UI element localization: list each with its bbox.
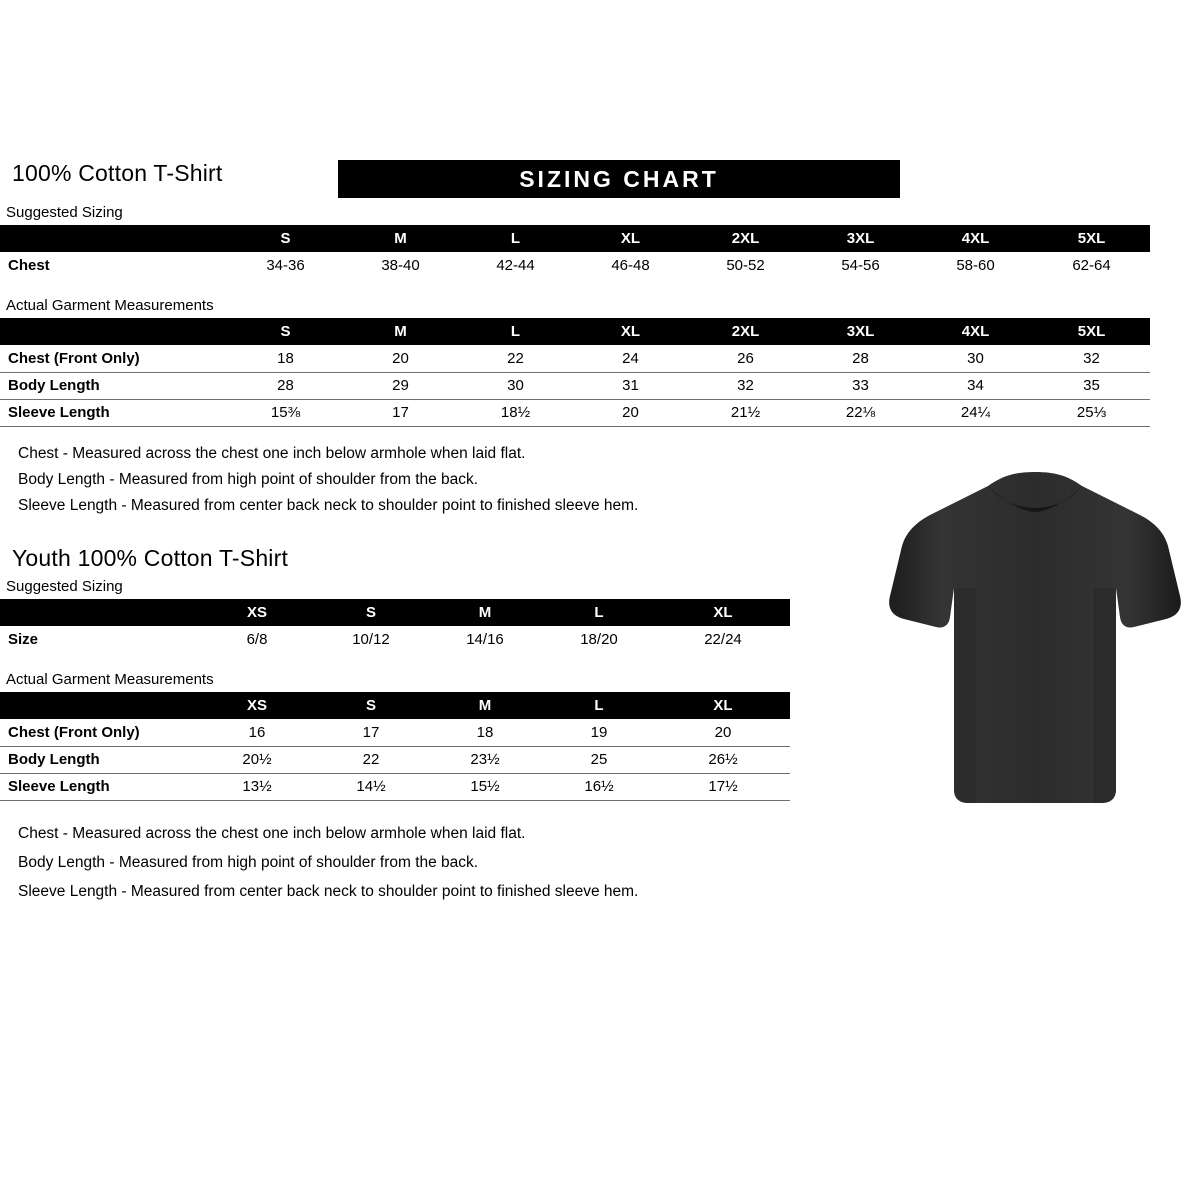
- header-cell-size: 4XL: [961, 230, 990, 247]
- header-cell-size: S: [365, 697, 376, 714]
- header-cell-size: XL: [713, 604, 733, 621]
- table-cell: 28: [228, 372, 343, 399]
- sizing-chart-banner-label: SIZING CHART: [519, 165, 719, 192]
- header-cell-blank: [0, 692, 200, 719]
- row-label: Chest: [8, 257, 50, 274]
- table-cell: 62-64: [1072, 257, 1111, 274]
- table-header-row: [0, 599, 790, 626]
- row-label: Body Length: [0, 746, 200, 773]
- header-cell-size: XS: [246, 604, 267, 621]
- note-body-length: Body Length - Measured from high point of shoulder from the back.: [18, 470, 479, 488]
- header-cell-blank: [0, 599, 200, 626]
- table-cell: 54-56: [841, 257, 880, 274]
- table-cell: 30: [918, 345, 1033, 372]
- table-cell: 25⅓: [1033, 399, 1150, 426]
- table-cell: 50-52: [726, 257, 765, 274]
- header-cell-size: 5XL: [1077, 323, 1106, 340]
- table-cell: 30: [458, 372, 573, 399]
- header-cell-size: L: [510, 230, 521, 247]
- table-cell: 15½: [428, 773, 542, 800]
- row-label: Sleeve Length: [0, 399, 228, 426]
- header-cell-size: M: [478, 604, 492, 621]
- header-cell-size: 2XL: [731, 323, 760, 340]
- youth-actual-measurements-table: [0, 692, 790, 801]
- table-cell: 20: [343, 345, 458, 372]
- table-cell: 28: [803, 345, 918, 372]
- table-cell: 58-60: [956, 257, 995, 274]
- table-cell: 19: [542, 719, 656, 746]
- table-cell: 24: [573, 345, 688, 372]
- table-cell: 42-44: [496, 257, 535, 274]
- header-cell-size: S: [280, 323, 291, 340]
- table-cell: 33: [803, 372, 918, 399]
- youth-suggested-sizing-table: [0, 599, 790, 653]
- table-cell: 32: [1033, 345, 1150, 372]
- table-cell: 14/16: [466, 631, 504, 648]
- table-cell: 22/24: [704, 631, 742, 648]
- table-row: [0, 626, 790, 653]
- header-cell-size: 3XL: [846, 230, 875, 247]
- table-cell: 34-36: [266, 257, 305, 274]
- table-row: [0, 399, 1150, 426]
- table-row: [0, 345, 1150, 372]
- header-cell-size: 4XL: [961, 323, 990, 340]
- row-label: Sleeve Length: [0, 773, 200, 800]
- header-cell-size: M: [394, 230, 407, 247]
- header-cell-size: XL: [713, 697, 733, 714]
- adult-section: [0, 160, 1150, 519]
- table-cell: 25: [542, 746, 656, 773]
- table-row: [0, 372, 1150, 399]
- adult-suggested-sizing-table: [0, 225, 1150, 279]
- table-cell: 24¼: [918, 399, 1033, 426]
- adult-title-row: [0, 160, 1150, 202]
- youth-suggested-sizing-label: Suggested Sizing: [6, 578, 123, 595]
- table-cell: 29: [343, 372, 458, 399]
- table-cell: 32: [688, 372, 803, 399]
- table-cell: 18/20: [580, 631, 618, 648]
- note-sleeve-length: Sleeve Length - Measured from center back neck to shoulder point to finished sleeve hem.: [18, 496, 639, 514]
- header-cell-size: M: [478, 697, 492, 714]
- table-cell: 23½: [428, 746, 542, 773]
- header-cell-size: 2XL: [731, 230, 760, 247]
- header-cell-size: S: [365, 604, 376, 621]
- table-cell: 21½: [688, 399, 803, 426]
- header-cell-size: XL: [620, 323, 641, 340]
- page-title: 100% Cotton T-Shirt: [12, 160, 223, 186]
- table-cell: 20: [573, 399, 688, 426]
- table-cell: 18½: [458, 399, 573, 426]
- table-row: [0, 746, 790, 773]
- header-cell-size: M: [394, 323, 407, 340]
- note-chest: Chest - Measured across the chest one inch below armhole when laid flat.: [18, 444, 526, 462]
- table-cell: 22: [458, 345, 573, 372]
- tshirt-icon: [880, 470, 1190, 820]
- row-label: Chest (Front Only): [0, 345, 228, 372]
- youth-section: [0, 545, 790, 906]
- table-cell: 31: [573, 372, 688, 399]
- youth-title: Youth 100% Cotton T-Shirt: [12, 545, 289, 571]
- table-row: [0, 252, 1150, 279]
- header-cell-size: L: [594, 604, 604, 621]
- table-row: [0, 719, 790, 746]
- header-cell-size: XS: [246, 697, 267, 714]
- table-cell: 16: [200, 719, 314, 746]
- table-cell: 17: [314, 719, 428, 746]
- tshirt-illustration-area: [880, 470, 1190, 820]
- note-body-length: Body Length - Measured from high point of shoulder from the back.: [18, 853, 479, 871]
- table-row: [0, 773, 790, 800]
- table-cell: 15⅜: [228, 399, 343, 426]
- table-cell: 13½: [200, 773, 314, 800]
- header-cell-size: L: [594, 697, 604, 714]
- note-sleeve-length: Sleeve Length - Measured from center back neck to shoulder point to finished sleeve hem.: [18, 882, 639, 900]
- youth-notes: [18, 819, 790, 906]
- adult-actual-measurements-label: Actual Garment Measurements: [6, 297, 214, 314]
- table-cell: 20: [656, 719, 790, 746]
- header-cell-size: 5XL: [1077, 230, 1106, 247]
- table-cell: 17½: [656, 773, 790, 800]
- header-cell-size: XL: [620, 230, 641, 247]
- youth-actual-measurements-label: Actual Garment Measurements: [6, 671, 214, 688]
- table-cell: 18: [428, 719, 542, 746]
- table-header-row: [0, 225, 1150, 252]
- table-cell: 46-48: [611, 257, 650, 274]
- header-cell-size: S: [280, 230, 291, 247]
- header-cell-blank: [0, 225, 228, 252]
- table-cell: 26½: [656, 746, 790, 773]
- table-cell: 22: [314, 746, 428, 773]
- table-cell: 38-40: [381, 257, 420, 274]
- table-cell: 34: [918, 372, 1033, 399]
- table-header-row: [0, 318, 1150, 345]
- table-cell: 20½: [200, 746, 314, 773]
- adult-suggested-sizing-label: Suggested Sizing: [6, 204, 123, 221]
- table-cell: 35: [1033, 372, 1150, 399]
- table-cell: 17: [343, 399, 458, 426]
- header-cell-blank: [0, 318, 228, 345]
- table-header-row: [0, 692, 790, 719]
- table-cell: 16½: [542, 773, 656, 800]
- table-cell: 22⅛: [803, 399, 918, 426]
- table-cell: 10/12: [352, 631, 390, 648]
- table-cell: 18: [228, 345, 343, 372]
- row-label: Body Length: [0, 372, 228, 399]
- note-chest: Chest - Measured across the chest one inch below armhole when laid flat.: [18, 824, 526, 842]
- adult-actual-measurements-table: [0, 318, 1150, 427]
- table-cell: 6/8: [246, 631, 268, 648]
- table-cell: 14½: [314, 773, 428, 800]
- row-label: Size: [8, 631, 39, 648]
- header-cell-size: 3XL: [846, 323, 875, 340]
- header-cell-size: L: [510, 323, 521, 340]
- sizing-chart-banner: [338, 160, 900, 198]
- row-label: Chest (Front Only): [0, 719, 200, 746]
- table-cell: 26: [688, 345, 803, 372]
